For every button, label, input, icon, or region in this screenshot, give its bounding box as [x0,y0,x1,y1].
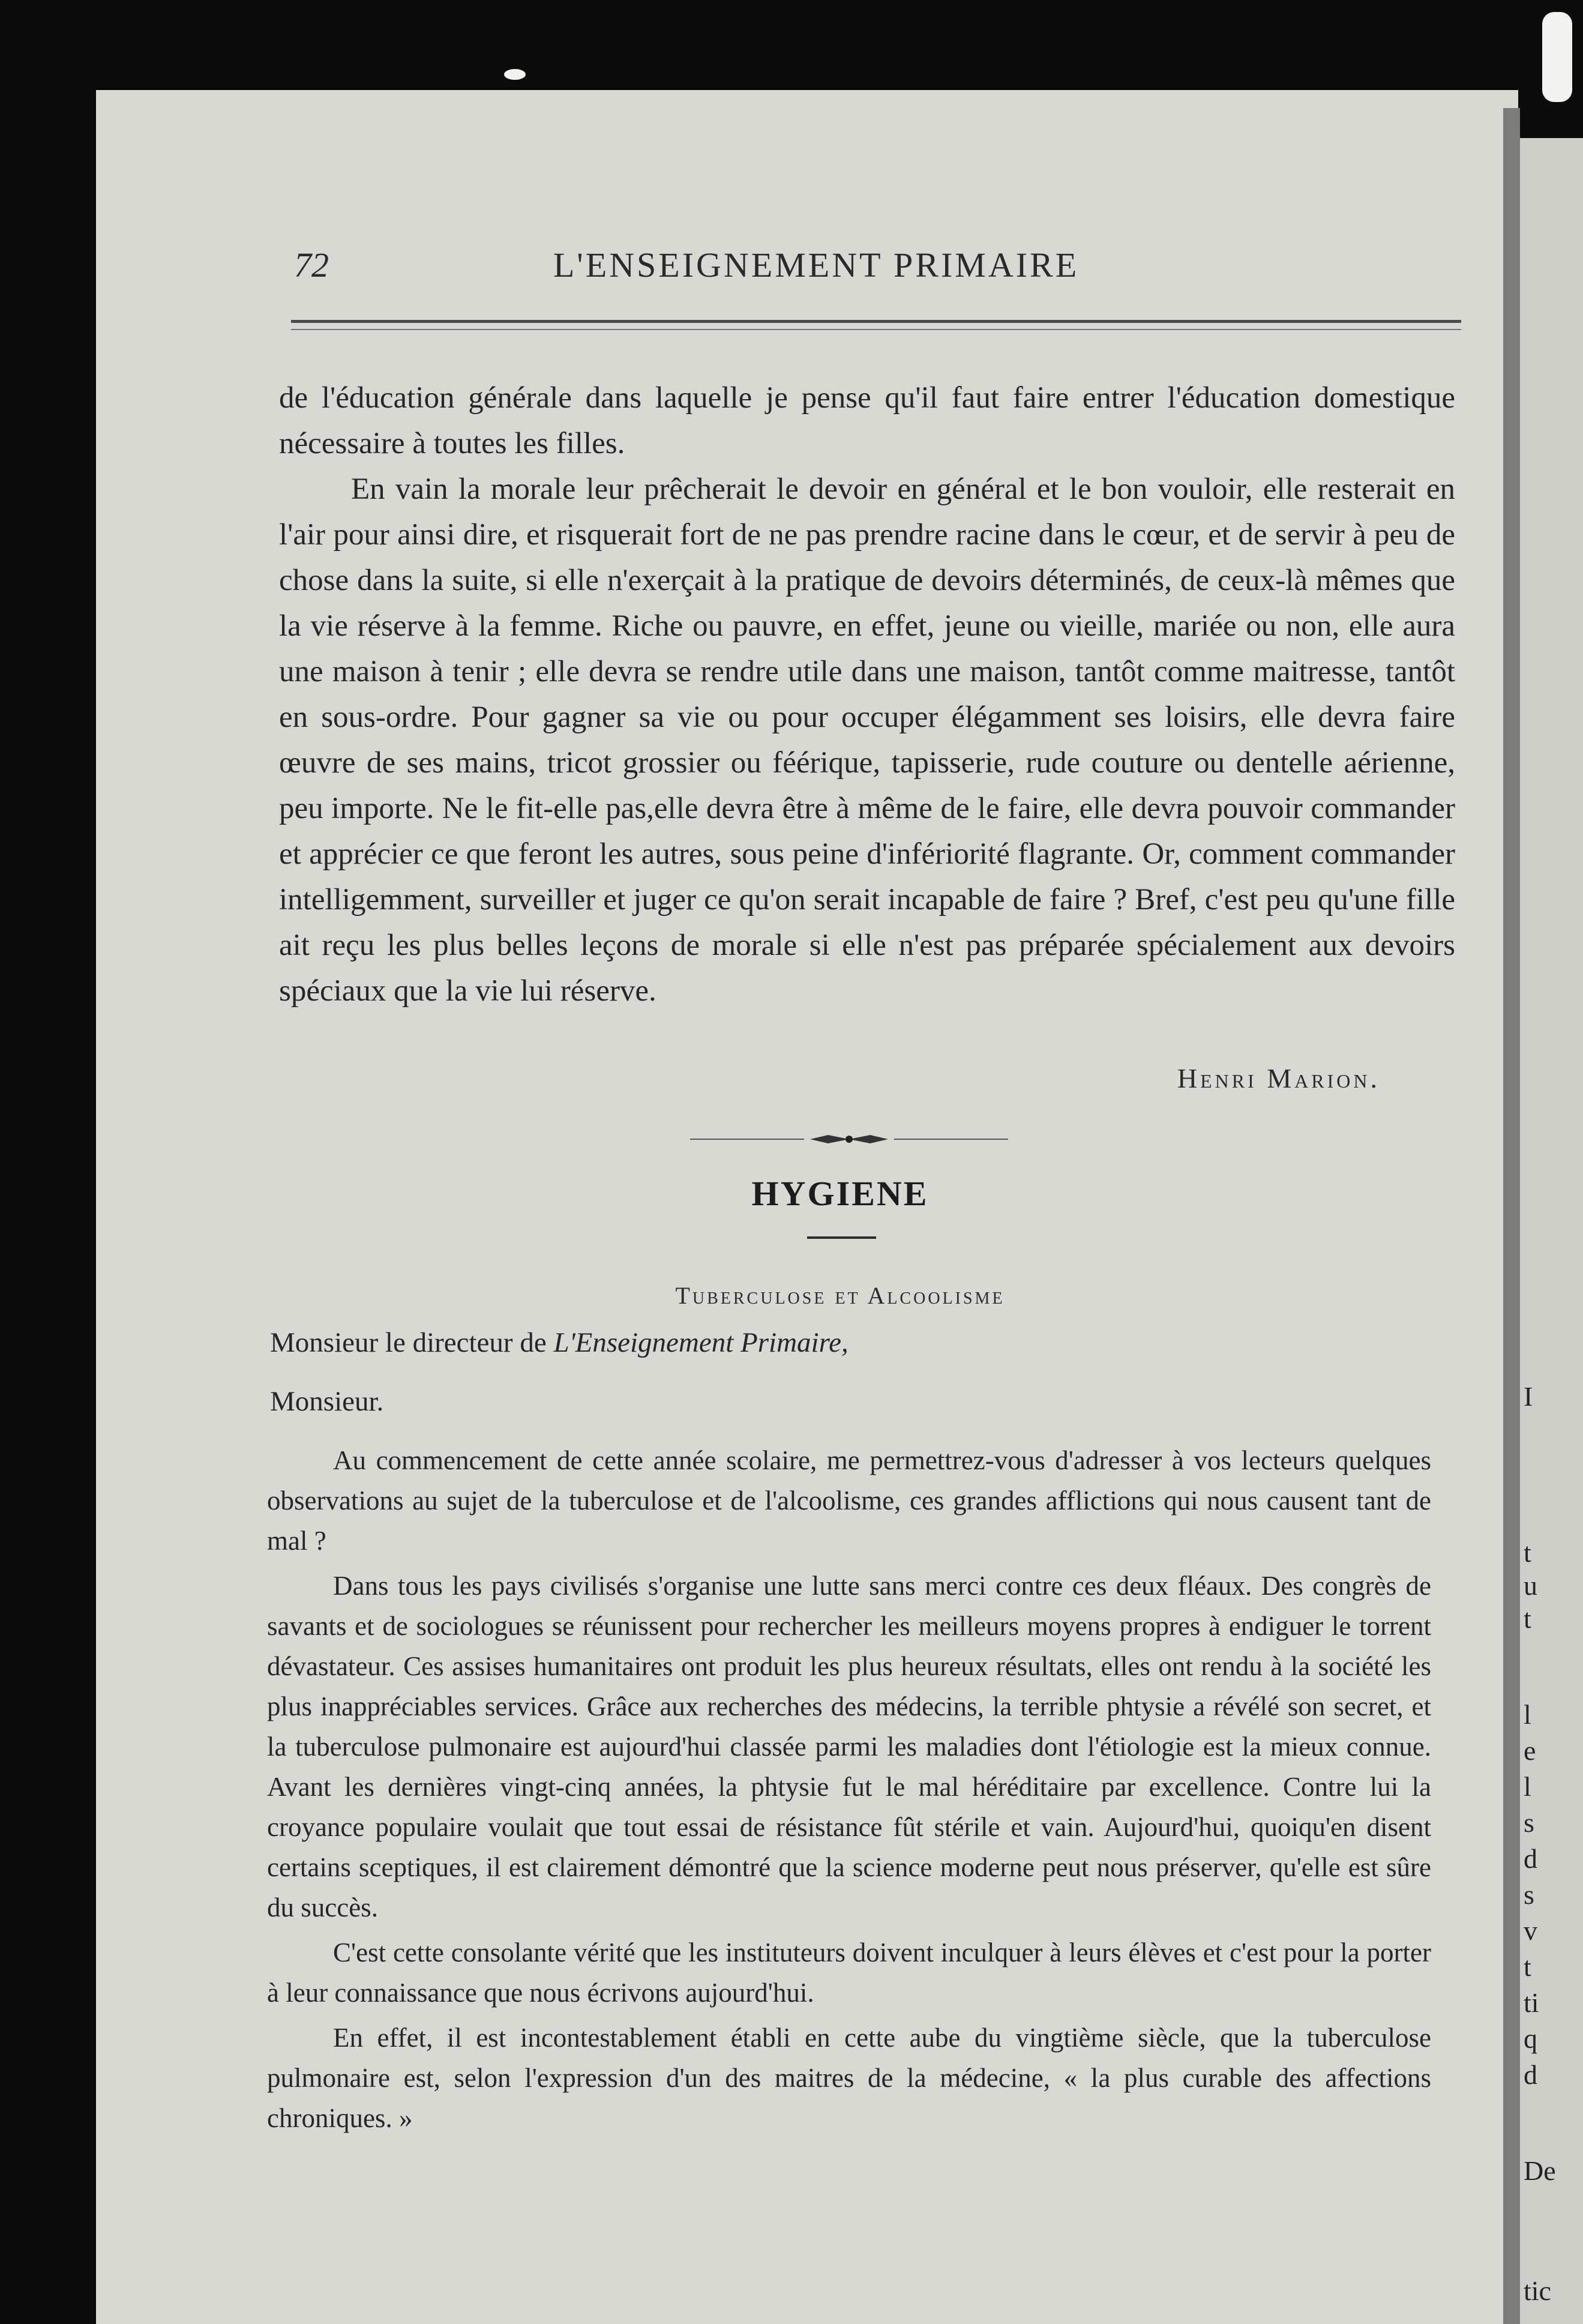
adjacent-page [1520,138,1583,2324]
paragraph: C'est cette consolante vérité que les instituteurs doivent inculquer à leurs élèves et c'est pour la porter à leur connaissance que nous écrivons aujourd'hui. [267,1937,1431,2008]
adjacent-fragment: l [1524,1699,1531,1730]
section-ornament [690,1130,1008,1148]
paragraph: Au commencement de cette année scolaire, me permettrez-vous d'adresser à vos lecteurs quelques observations au sujet de la tuberculose et de l'alcoolisme, ces grandes afflictions qui nous causent tant de mal ? [267,1445,1431,1556]
running-title: L'ENSEIGNEMENT PRIMAIRE [553,245,1080,284]
subsection-title: Tuberculose et Alcoolisme [675,1282,1005,1309]
adjacent-fragment: t [1524,1603,1531,1634]
adjacent-fragment: v [1524,1915,1537,1946]
adjacent-fragment: d [1524,2059,1537,2090]
adjacent-fragment: l [1524,1771,1531,1802]
adjacent-fragment: t [1524,1537,1531,1568]
scan-speck [504,69,526,80]
journal-title: L'Enseignement Primaire, [553,1327,849,1358]
adjacent-fragment: q [1524,2023,1537,2054]
adjacent-fragment: tic [1524,2275,1551,2306]
paragraph: de l'éducation générale dans laquelle je pense qu'il faut faire entrer l'éducation domestique nécessaire à toutes les filles. [279,381,1455,460]
paragraph: Dans tous les pays civilisés s'organise une lutte sans merci contre ces deux fléaux. Des congrès de savants et de sociologues se réunissent pour rechercher les meilleurs moyens propres à endiguer le torrent dévastateur. Ces assises humanitaires ont produit les plus heureux résultats, elles ont rendu à la société les plus inappréciables services. Grâce aux recherches des médecins, la terrible phtysie a révélé son secret, et la tuberculose pulmonaire est aujourd'hui classée parmi les maladies dont l'étiologie est la mieux connue. Avant les dernières vingt-cinq années, la phtysie fut le mal héréditaire par excellence. Contre lui la croyance populaire voulait que tout essai de résistance fût stérile et vain. Aujourd'hui, quoiqu'en disent certains sceptiques, il est clairement démontré que la science moderne peut nous préserver, qu'elle est sûre du succès. [267,1571,1431,1922]
letter-address [270,1326,849,1359]
adjacent-fragment: ti [1524,1987,1539,2018]
letter-greeting: Monsieur. [270,1386,384,1417]
address-prefix: Monsieur le directeur de [270,1327,547,1358]
adjacent-fragment: u [1524,1570,1537,1601]
page-number: 72 [294,245,329,284]
page-edge-shadow [1503,108,1520,2324]
adjacent-fragment: I [1524,1381,1533,1412]
adjacent-fragment: t [1524,1951,1531,1982]
letter-body [267,1440,1431,2143]
paragraph: En effet, il est incontestablement établi en cette aube du vingtième siècle, que la tuberculose pulmonaire est, selon l'expression d'un des maitres de la médecine, « la plus curable des affections chroniques. » [267,2023,1431,2133]
section-rule [807,1236,876,1239]
adjacent-fragment: d [1524,1843,1537,1874]
adjacent-fragment: s [1524,1879,1534,1910]
header-rule [291,320,1461,323]
adjacent-fragment: s [1524,1807,1534,1838]
adjacent-fragment: De [1524,2155,1556,2186]
page-header [192,245,1440,293]
scan-speck [1542,12,1572,102]
paragraph: En vain la morale leur prêcherait le devoir en général et le bon vouloir, elle resterait en l'air pour ainsi dire, et risquerait fort de ne pas prendre racine dans le cœur, et de servir à peu de chose dans la suite, si elle n'exerçait à la pratique de devoirs déterminés, de ceux-là mêmes que la vie réserve à la femme. Riche ou pauvre, en effet, jeune ou vieille, mariée ou non, elle aura une maison à tenir ; elle devra se rendre utile dans une maison, tantôt comme maitresse, tantôt en sous-ordre. Pour gagner sa vie ou pour occuper élégamment ses loisirs, elle devra faire œuvre de ses mains, tricot grossier ou féérique, tapisserie, rude couture ou dentelle aérienne, peu importe. Ne le fit-elle pas,elle devra être à même de le faire, elle devra pouvoir commander et apprécier ce que feront les autres, sous peine d'infériorité flagrante. Or, comment commander intelligemment, surveiller et juger ce qu'on serait incapable de faire ? Bref, c'est peu qu'une fille ait reçu les plus belles leçons de morale si elle n'est pas préparée spécialement aux devoirs spéciaux que la vie lui réserve. [279,472,1455,1008]
adjacent-fragment: e [1524,1735,1536,1766]
header-rule-thin [291,329,1461,330]
section-title: HYGIENE [751,1174,929,1213]
continuation-text [279,375,1455,1014]
author-signature: Henri Marion. [1177,1063,1380,1094]
